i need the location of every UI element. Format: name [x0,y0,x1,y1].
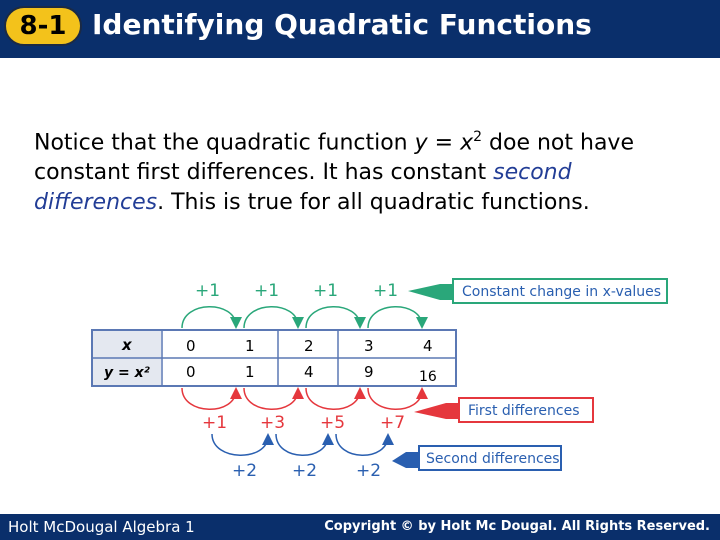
differences-diagram [0,270,720,490]
x-change-pointer [408,284,452,300]
footer-copyright: Copyright © by Holt Mc Dougal. All Rights Reserved. [324,519,710,534]
table-y-2: 4 [304,363,314,381]
body-text-3: constant first differences. It has constant [34,160,494,186]
second-diff-arc-2 [276,434,328,455]
table-y-0: 0 [186,363,196,381]
exponent: 2 [473,129,483,145]
first-diff-label: First differences [468,403,580,419]
emphasis-differences: differences [34,190,158,216]
header-bar [0,0,720,58]
var-y: y [414,130,428,156]
first-diff-1: +1 [202,413,228,433]
table-header-x: x [122,336,132,354]
lesson-badge [4,6,82,46]
x-change-1: +1 [195,281,221,301]
table-y-4: 16 [419,369,437,385]
emphasis-second: second [493,160,572,186]
table-x-1: 1 [245,337,255,355]
lesson-number: 8-1 [19,11,67,41]
first-diff-arc-1 [182,388,236,409]
body-text-2: doe not have [482,130,634,156]
x-change-4: +1 [373,281,399,301]
x-change-label: Constant change in x-values [462,284,662,300]
equals: = [427,130,461,156]
second-diff-label: Second differences [426,451,560,467]
table-header-y: y = x² [104,365,150,381]
first-diff-arc-3 [306,388,360,409]
slide-title: Identifying Quadratic Functions [92,8,592,41]
body-paragraph [34,122,704,218]
body-text-4: . This is true for all quadratic functions. [157,190,590,216]
table-x-2: 2 [304,337,314,355]
second-diff-arc-1 [212,434,268,455]
table-x-0: 0 [186,337,196,355]
var-x: x [460,130,474,156]
footer-bar [0,514,720,540]
x-change-arc-1 [182,307,236,328]
first-diff-2: +3 [260,413,286,433]
table-x-4: 4 [423,337,433,355]
x-change-arc-3 [306,307,360,328]
second-diff-3: +2 [356,461,382,481]
first-diff-arc-2 [244,388,298,409]
first-diff-arc-4 [368,388,422,409]
second-diff-2: +2 [292,461,318,481]
second-diff-pointer [392,452,418,468]
first-diff-3: +5 [320,413,346,433]
x-change-2: +1 [254,281,280,301]
first-diff-pointer [414,403,458,419]
first-diff-4: +7 [380,413,406,433]
x-change-arc-2 [244,307,298,328]
footer-course: Holt McDougal Algebra 1 [8,518,195,536]
x-change-arc-4 [368,307,422,328]
x-change-3: +1 [313,281,339,301]
table-y-1: 1 [245,363,255,381]
body-text-1: Notice that the quadratic function [34,130,415,156]
second-diff-1: +2 [232,461,258,481]
table-y-3: 9 [364,363,374,381]
second-diff-arc-3 [336,434,388,455]
table-x-3: 3 [364,337,374,355]
